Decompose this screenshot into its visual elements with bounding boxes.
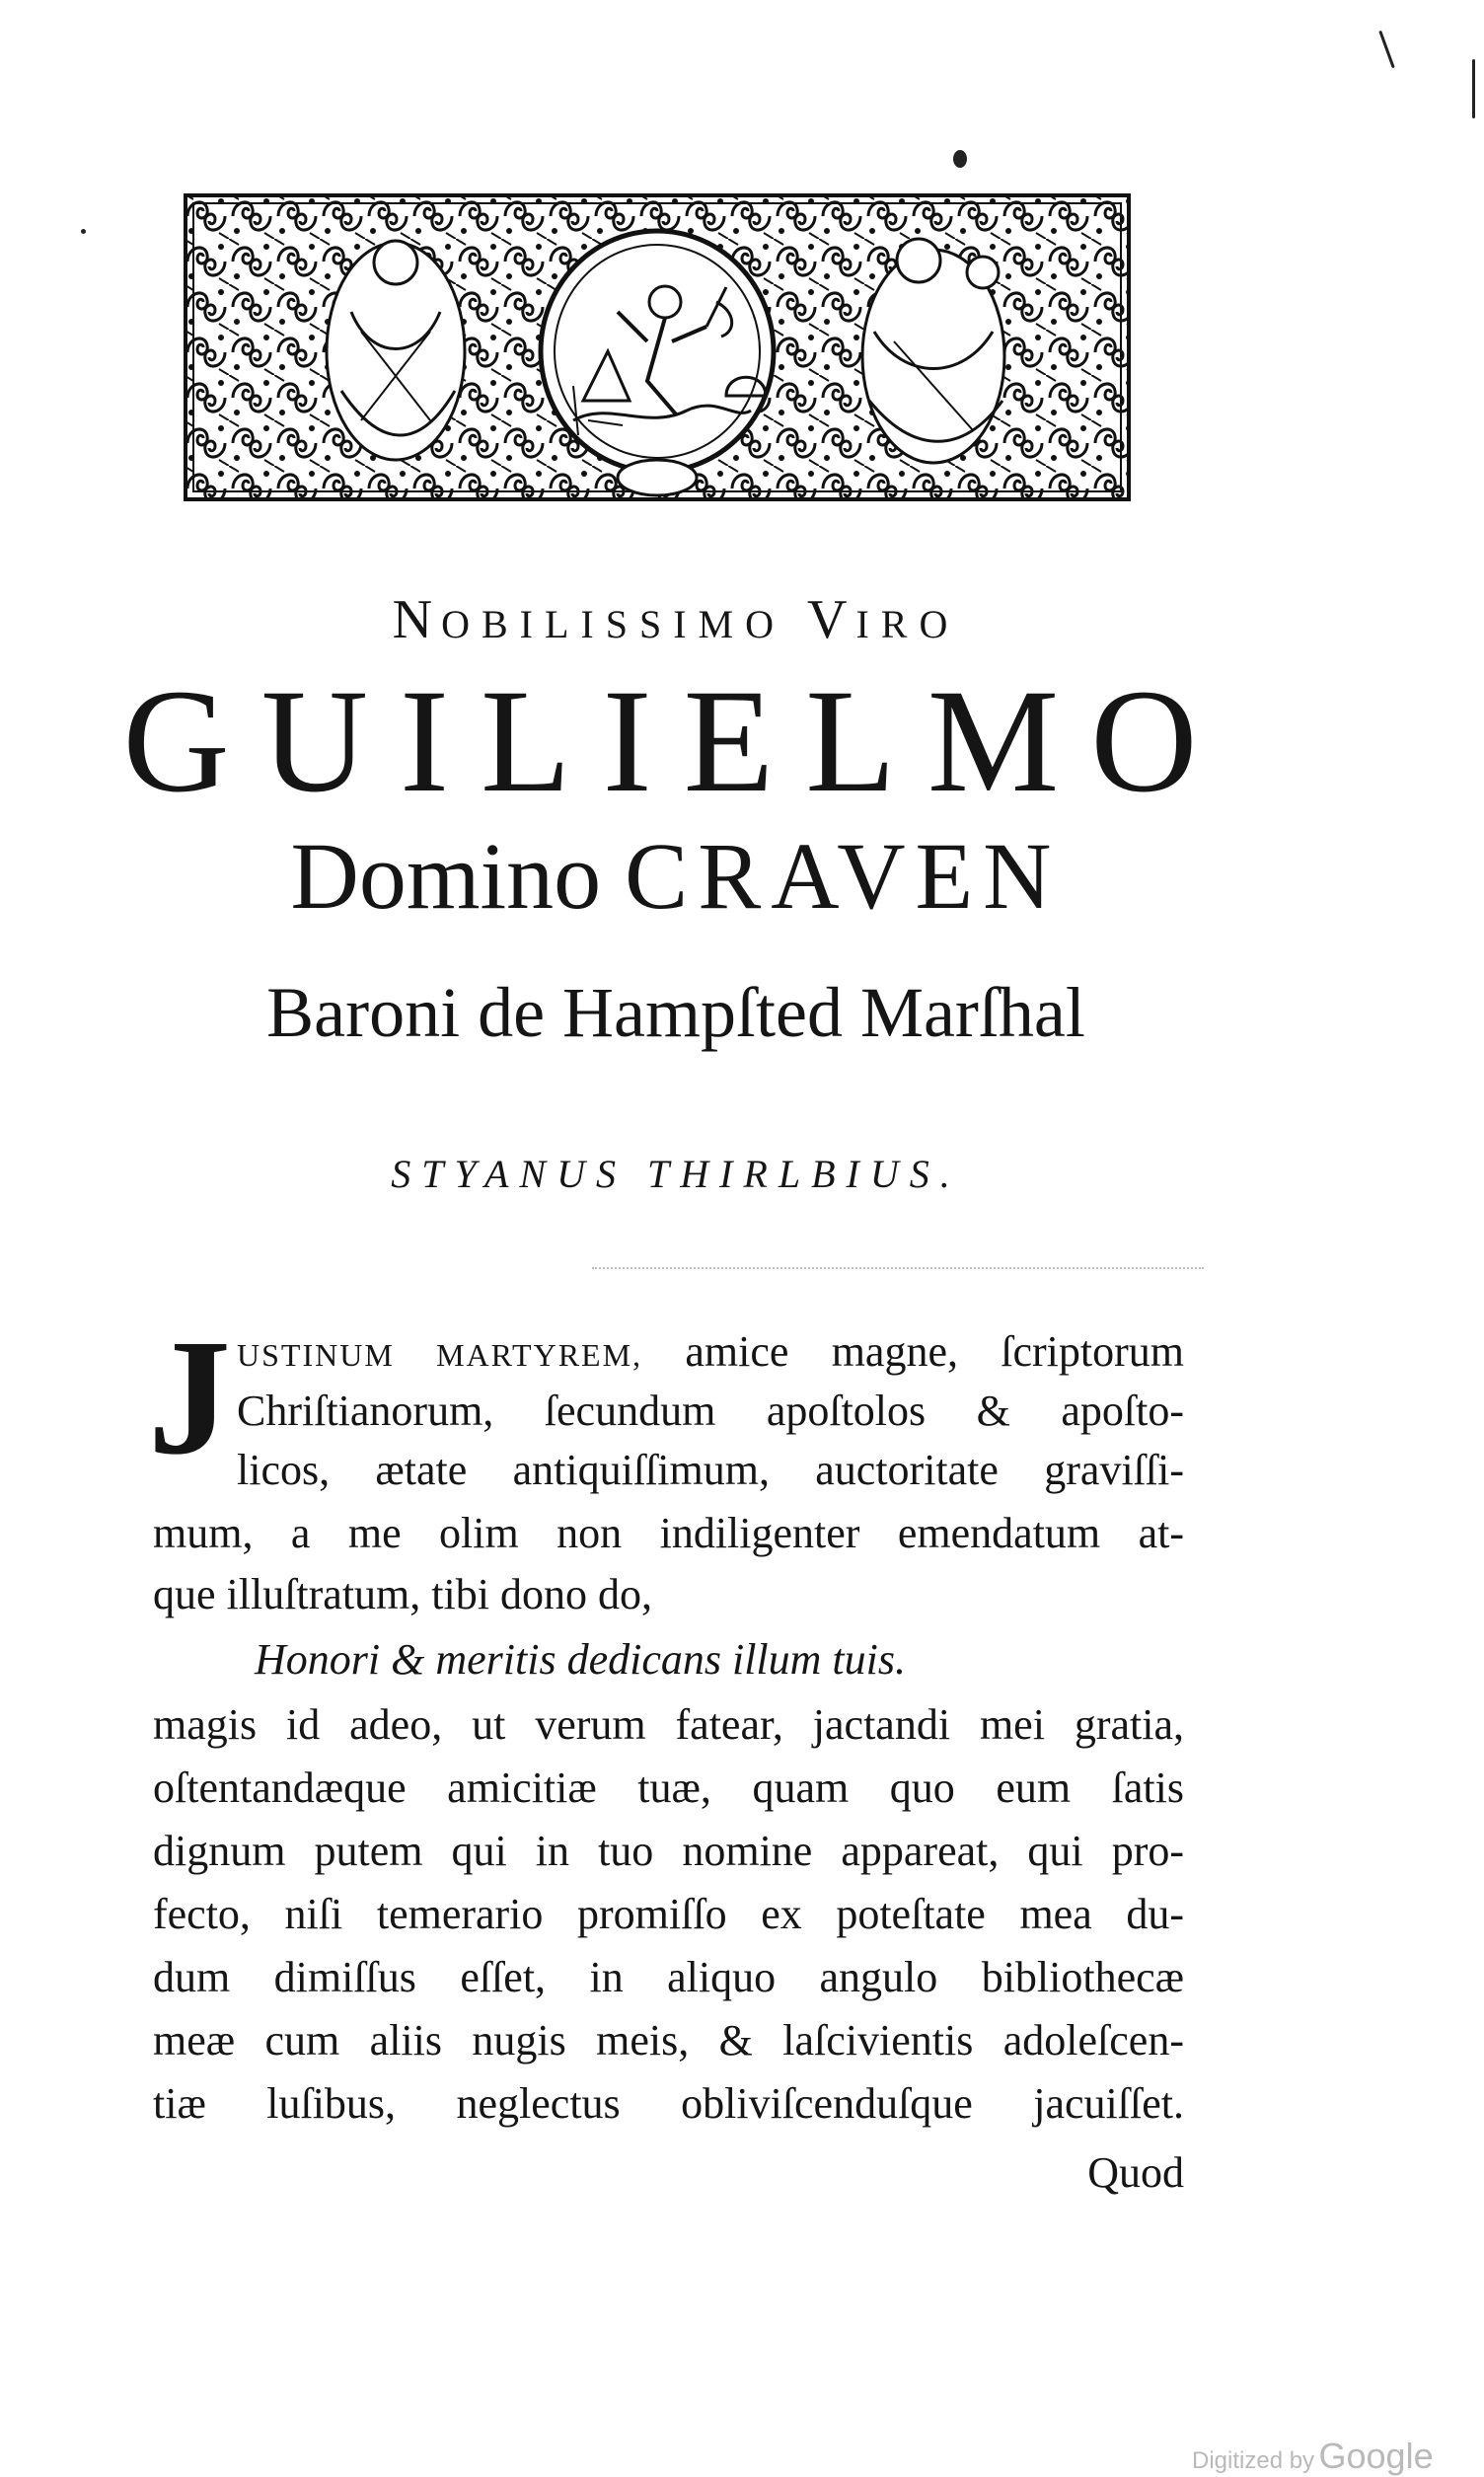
body-line: que illuſtratum, tibi dono do, bbox=[153, 1570, 652, 1618]
body-line: Chriſtianorum, ſecundum apoſtolos & apoſto- bbox=[237, 1387, 1184, 1435]
drop-cap-initial: J bbox=[148, 1306, 231, 1489]
body-line-smallcaps: USTINUM MARTYREM, bbox=[237, 1337, 643, 1373]
body-line-text: amice magne, ſcriptorum bbox=[685, 1327, 1184, 1376]
body-line: oſtentandæque amicitiæ tuæ, quam quo eum ſatis bbox=[153, 1764, 1184, 1812]
central-medallion bbox=[541, 231, 774, 472]
salutation-word: OBILISSIMO bbox=[441, 602, 785, 646]
dedicatee-craven: CRAVEN bbox=[625, 823, 1062, 929]
google-logo: Google bbox=[1318, 2436, 1434, 2476]
dedicatee-name: GUILIELMO bbox=[122, 659, 1229, 823]
dedicatee-domino: Domino bbox=[290, 823, 602, 929]
ink-speck bbox=[1472, 59, 1475, 118]
headpiece-engraving bbox=[184, 193, 1131, 501]
body-line: dignum putem qui in tuo nomine appareat, qui pro- bbox=[153, 1827, 1184, 1875]
watermark-prefix: Digitized by bbox=[1192, 2447, 1315, 2474]
salutation-initial: V bbox=[807, 589, 856, 650]
dedicatee-title bbox=[0, 823, 1352, 929]
body-line: fecto, niſi temerario promiſſo ex poteſtate mea du- bbox=[153, 1890, 1184, 1938]
body-line: mum, a me olim non indiligenter emendatum at- bbox=[153, 1509, 1184, 1557]
body-line bbox=[237, 1327, 1184, 1376]
catchword: Quod bbox=[1087, 2148, 1184, 2197]
body-line: magis id adeo, ut verum fatear, jactandi mei gratia, bbox=[153, 1700, 1184, 1749]
dedication-author: STYANUS THIRLBIUS. bbox=[391, 1152, 961, 1196]
body-line: meæ cum aliis nugis meis, & laſcivientis adoleſcen- bbox=[153, 2016, 1184, 2064]
salutation-word: IRO bbox=[855, 602, 960, 646]
body-line: tiæ luſibus, neglectus obliviſcenduſque jacuiſſet. bbox=[153, 2079, 1184, 2128]
body-line: dum dimiſſus eſſet, in aliquo angulo bibliothecæ bbox=[153, 1953, 1184, 2001]
digitization-watermark bbox=[1192, 2436, 1434, 2477]
salutation-initial: N bbox=[392, 589, 442, 650]
dedicatee-barony: Baroni de Hampſted Marſhal bbox=[266, 973, 1085, 1052]
ink-speck bbox=[1378, 31, 1395, 69]
body-line: licos, ætate antiquiſſimum, auctoritate graviſſi- bbox=[237, 1446, 1184, 1494]
ink-speck bbox=[81, 229, 86, 234]
left-allegorical-figure bbox=[327, 241, 465, 460]
ornamental-headpiece bbox=[184, 193, 1131, 501]
ink-speck bbox=[953, 150, 967, 168]
verse-quotation: Honori & meritis dedicans illum tuis. bbox=[255, 1635, 906, 1684]
dotted-divider bbox=[592, 1267, 1204, 1271]
dedication-salutation bbox=[0, 588, 1352, 651]
